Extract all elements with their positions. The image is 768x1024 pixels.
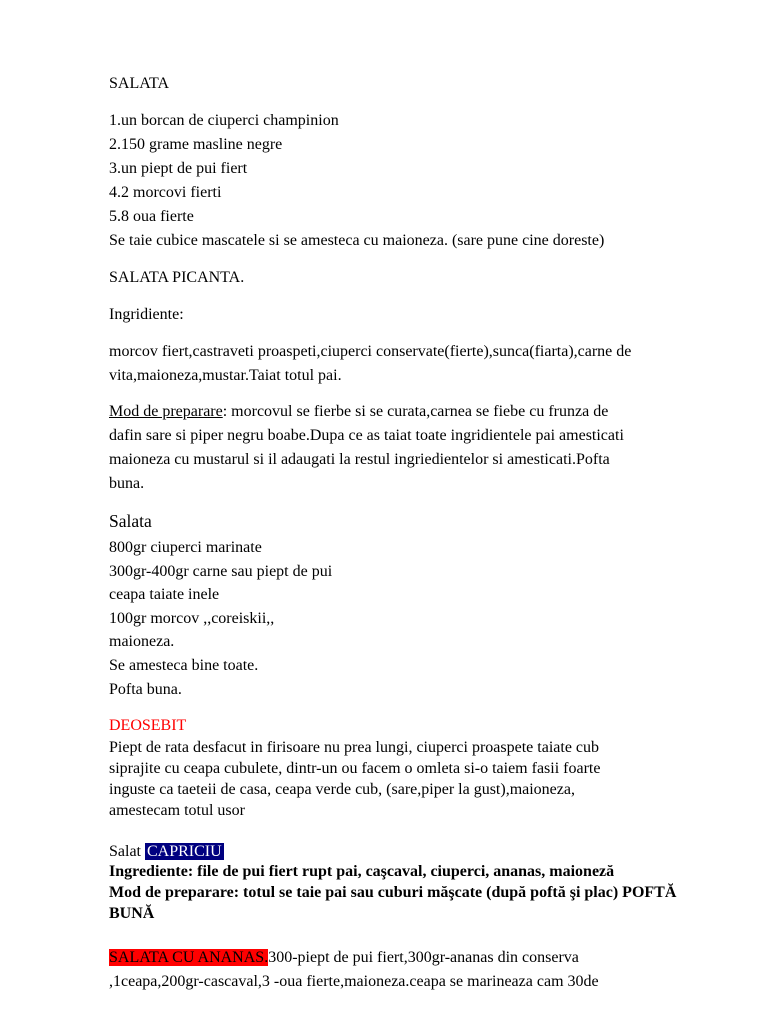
highlight-capriciu: CAPRICIU — [147, 843, 222, 860]
paragraph-line: buna. — [109, 475, 145, 492]
section-title-deosebit: DEOSEBIT — [109, 717, 187, 734]
paragraph-line: amestecam totul usor — [109, 802, 245, 819]
list-item: maioneza. — [109, 633, 175, 650]
list-item: 100gr morcov ,,coreiskii,, — [109, 610, 275, 627]
preparation-line — [109, 402, 608, 422]
paragraph-line: siprajite cu ceapa cubulete, dintr-un ou facem o omleta si-o taiem fasii foarte — [109, 760, 601, 777]
list-item: 300gr-400gr carne sau piept de pui — [109, 563, 333, 580]
paragraph-line: Piept de rata desfacut in firisoare nu prea lungi, ciuperci proaspete taiate cub — [109, 739, 600, 756]
list-item: 4.2 morcovi fierti — [109, 184, 222, 201]
ingredients-label: Ingridiente: — [109, 306, 184, 323]
paragraph-text: 300-piept de pui fiert,300gr-ananas din conserva — [268, 949, 579, 966]
ingredients-line: Ingrediente: file de pui fiert rupt pai, caşcaval, ciuperci, ananas, maioneză — [109, 863, 615, 880]
list-item: 5.8 oua fierte — [109, 208, 194, 225]
list-item: Se amesteca bine toate. — [109, 657, 259, 674]
list-item: Pofta buna. — [109, 681, 182, 698]
section-title-salata-2: Salata — [109, 511, 152, 531]
list-item: 800gr ciuperci marinate — [109, 539, 262, 556]
preparation-label: Mod de preparare — [109, 403, 223, 420]
list-item: 1.un borcan de ciuperci champinion — [109, 112, 339, 129]
preparation-line: BUNĂ — [109, 905, 155, 922]
section-title-salata-picanta: SALATA PICANTA. — [109, 269, 245, 286]
paragraph-line: maioneza cu mustarul si il adaugati la restul ingriedientelor si amesticati.Pofta — [109, 451, 610, 468]
section-title-capriciu — [109, 842, 224, 862]
list-item: ceapa taiate inele — [109, 586, 220, 603]
list-item: 2.150 grame masline negre — [109, 136, 283, 153]
preparation-text: : morcovul se fierbe si se curata,carnea se fiebe cu frunza de — [222, 403, 609, 420]
paragraph-line: ,1ceapa,200gr-cascaval,3 -oua fierte,maioneza.ceapa se marineaza cam 30de — [109, 973, 599, 990]
paragraph-line: morcov fiert,castraveti proaspeti,ciuperci conservate(fierte),sunca(fiarta),carne de — [109, 343, 632, 360]
preparation-line: Mod de preparare: totul se taie pai sau cuburi măşcate (după poftă şi plac) POFTĂ — [109, 884, 677, 901]
title-prefix: Salat — [109, 843, 145, 860]
paragraph-line: inguste ca taeteii de casa, ceapa verde cub, (sare,piper la gust),maioneza, — [109, 781, 575, 798]
section-title-salata: SALATA — [109, 75, 170, 92]
list-item: 3.un piept de pui fiert — [109, 160, 248, 177]
paragraph: Se taie cubice mascatele si se amesteca cu maioneza. (sare pune cine doreste) — [109, 232, 605, 249]
paragraph-line: vita,maioneza,mustar.Taiat totul pai. — [109, 367, 342, 384]
section-salata-cu-ananas — [109, 948, 579, 968]
highlight-salata-cu-ananas: SALATA CU ANANAS. — [109, 949, 269, 966]
paragraph-line: dafin sare si piper negru boabe.Dupa ce as taiat toate ingridientele pai amesticati — [109, 427, 624, 444]
